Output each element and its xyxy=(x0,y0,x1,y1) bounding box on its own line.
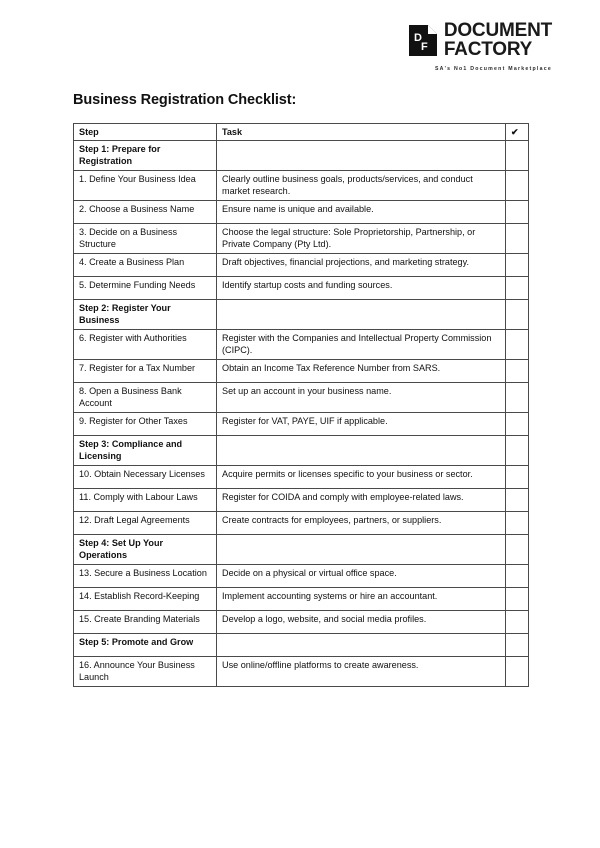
checkbox-cell[interactable] xyxy=(506,383,529,413)
task-cell: Acquire permits or licenses specific to your business or sector. xyxy=(217,466,506,489)
logo-word-line-2: FACTORY xyxy=(443,38,533,60)
task-cell xyxy=(217,436,506,466)
logo-tagline: SA's No1 Document Marketplace xyxy=(434,66,552,73)
step-cell: 14. Establish Record-Keeping xyxy=(74,588,217,611)
table-row xyxy=(74,588,529,611)
table-row xyxy=(74,171,529,201)
step-cell: 1. Define Your Business Idea xyxy=(74,171,217,201)
step-cell: 16. Announce Your Business Launch xyxy=(74,657,217,687)
table-row xyxy=(74,512,529,535)
page-title: Business Registration Checklist: xyxy=(73,92,297,108)
checkbox-cell[interactable] xyxy=(506,611,529,634)
logo-row xyxy=(408,22,552,59)
table-row xyxy=(74,657,529,687)
step-cell: 6. Register with Authorities xyxy=(74,330,217,360)
column-header-checkmark: ✔ xyxy=(506,124,529,141)
checklist-table xyxy=(73,123,529,687)
checkbox-cell[interactable] xyxy=(506,360,529,383)
table-body xyxy=(74,141,529,687)
section-label: Step 1: Prepare for Registration xyxy=(74,141,217,171)
task-cell: Ensure name is unique and available. xyxy=(217,201,506,224)
checkbox-cell[interactable] xyxy=(506,277,529,300)
section-row xyxy=(74,634,529,657)
task-cell xyxy=(217,300,506,330)
table-row xyxy=(74,277,529,300)
checkbox-cell[interactable] xyxy=(506,413,529,436)
step-cell: 5. Determine Funding Needs xyxy=(74,277,217,300)
task-cell: Draft objectives, financial projections, and marketing strategy. xyxy=(217,254,506,277)
section-row xyxy=(74,300,529,330)
checkbox-cell[interactable] xyxy=(506,512,529,535)
table-row xyxy=(74,611,529,634)
checkbox-cell[interactable] xyxy=(506,466,529,489)
checkbox-cell[interactable] xyxy=(506,300,529,330)
table-row xyxy=(74,330,529,360)
task-cell: Identify startup costs and funding sources. xyxy=(217,277,506,300)
svg-text:F: F xyxy=(420,41,428,54)
table-header-row xyxy=(74,124,529,141)
column-header-task: Task xyxy=(217,124,506,141)
task-cell: Develop a logo, website, and social media profiles. xyxy=(217,611,506,634)
checklist-table-wrapper xyxy=(73,123,528,687)
table-row xyxy=(74,466,529,489)
table-row xyxy=(74,224,529,254)
step-cell: 12. Draft Legal Agreements xyxy=(74,512,217,535)
checkbox-cell[interactable] xyxy=(506,254,529,277)
checkbox-cell[interactable] xyxy=(506,657,529,687)
logo-word-line-1: DOCUMENT xyxy=(443,20,552,41)
brand-logo xyxy=(412,22,552,72)
step-cell: 4. Create a Business Plan xyxy=(74,254,217,277)
table-header xyxy=(74,124,529,141)
step-cell: 11. Comply with Labour Laws xyxy=(74,489,217,512)
section-label: Step 5: Promote and Grow xyxy=(74,634,217,657)
section-label: Step 2: Register Your Business xyxy=(74,300,217,330)
section-label: Step 3: Compliance and Licensing xyxy=(74,436,217,466)
checkbox-cell[interactable] xyxy=(506,588,529,611)
table-row xyxy=(74,489,529,512)
checkbox-cell[interactable] xyxy=(506,330,529,360)
step-cell: 3. Decide on a Business Structure xyxy=(74,224,217,254)
table-row xyxy=(74,565,529,588)
table-row xyxy=(74,201,529,224)
step-cell: 7. Register for a Tax Number xyxy=(74,360,217,383)
checkbox-cell[interactable] xyxy=(506,489,529,512)
checkbox-cell[interactable] xyxy=(506,436,529,466)
task-cell: Decide on a physical or virtual office space. xyxy=(217,565,506,588)
task-cell: Register with the Companies and Intellectual Property Commission (CIPC). xyxy=(217,330,506,360)
task-cell: Choose the legal structure: Sole Proprietorship, Partnership, or Private Company (Pty Ltd). xyxy=(217,224,506,254)
task-cell xyxy=(217,535,506,565)
logo-wordmark xyxy=(444,22,552,59)
task-cell: Create contracts for employees, partners, or suppliers. xyxy=(217,512,506,535)
step-cell: 9. Register for Other Taxes xyxy=(74,413,217,436)
table-row xyxy=(74,383,529,413)
checkbox-cell[interactable] xyxy=(506,201,529,224)
svg-text:D: D xyxy=(413,32,422,45)
step-cell: 8. Open a Business Bank Account xyxy=(74,383,217,413)
section-row xyxy=(74,535,529,565)
section-label: Step 4: Set Up Your Operations xyxy=(74,535,217,565)
task-cell: Set up an account in your business name. xyxy=(217,383,506,413)
document-factory-icon xyxy=(408,24,438,57)
section-row xyxy=(74,436,529,466)
checkbox-cell[interactable] xyxy=(506,141,529,171)
step-cell: 15. Create Branding Materials xyxy=(74,611,217,634)
table-row xyxy=(74,413,529,436)
table-row xyxy=(74,254,529,277)
table-row xyxy=(74,360,529,383)
step-cell: 2. Choose a Business Name xyxy=(74,201,217,224)
section-row xyxy=(74,141,529,171)
checkbox-cell[interactable] xyxy=(506,224,529,254)
checkbox-cell[interactable] xyxy=(506,634,529,657)
task-cell: Implement accounting systems or hire an accountant. xyxy=(217,588,506,611)
checkbox-cell[interactable] xyxy=(506,171,529,201)
column-header-step: Step xyxy=(74,124,217,141)
task-cell: Use online/offline platforms to create awareness. xyxy=(217,657,506,687)
checkbox-cell[interactable] xyxy=(506,565,529,588)
task-cell: Register for COIDA and comply with employee-related laws. xyxy=(217,489,506,512)
task-cell xyxy=(217,634,506,657)
step-cell: 10. Obtain Necessary Licenses xyxy=(74,466,217,489)
step-cell: 13. Secure a Business Location xyxy=(74,565,217,588)
task-cell: Register for VAT, PAYE, UIF if applicable. xyxy=(217,413,506,436)
task-cell: Clearly outline business goals, products/services, and conduct market research. xyxy=(217,171,506,201)
task-cell xyxy=(217,141,506,171)
task-cell: Obtain an Income Tax Reference Number from SARS. xyxy=(217,360,506,383)
checkbox-cell[interactable] xyxy=(506,535,529,565)
